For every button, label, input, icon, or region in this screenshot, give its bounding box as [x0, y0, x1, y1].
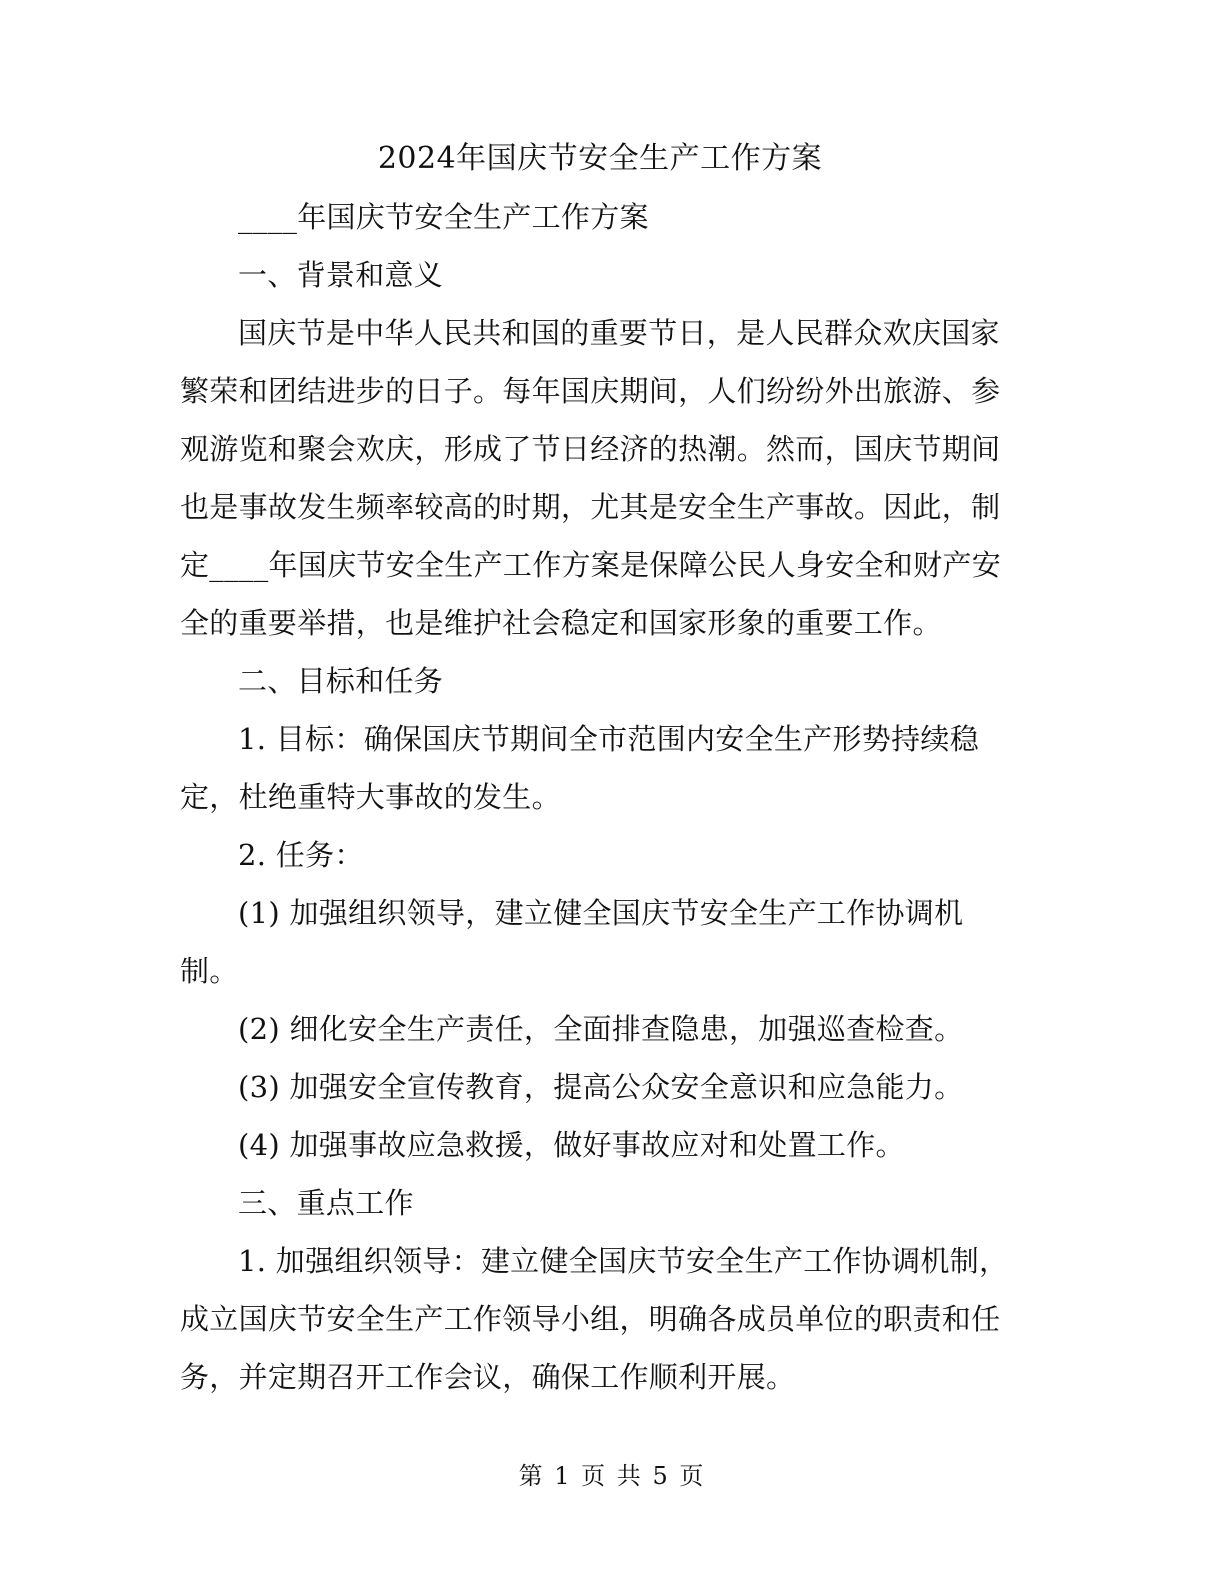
task-item-1: (1) 加强组织领导，建立健全国庆节安全生产工作协调机 — [238, 896, 964, 930]
task-item-2: (2) 细化安全生产责任，全面排查隐患，加强巡查检查。 — [238, 1012, 964, 1046]
paragraph-line: 繁荣和团结进步的日子。每年国庆期间，人们纷纷外出旅游、参 — [180, 374, 1001, 408]
section-heading-background: 一、背景和意义 — [238, 258, 444, 292]
key-work-item-1: 1. 加强组织领导：建立健全国庆节安全生产工作协调机制， — [238, 1244, 1009, 1278]
paragraph-line: 全的重要举措，也是维护社会稳定和国家形象的重要工作。 — [180, 606, 942, 640]
paragraph-line: 国庆节是中华人民共和国的重要节日，是人民群众欢庆国家 — [238, 316, 1000, 350]
list-item-tasks: 2. 任务： — [238, 838, 364, 872]
paragraph-line: 观游览和聚会欢庆，形成了节日经济的热潮。然而，国庆节期间 — [180, 432, 1001, 466]
key-work-item-1-continued: 成立国庆节安全生产工作领导小组，明确各成员单位的职责和任 — [180, 1302, 1001, 1336]
section-heading-goals: 二、目标和任务 — [238, 664, 444, 698]
document-body — [180, 130, 1020, 1406]
page-number-footer: 第 1 页 共 5 页 — [518, 1462, 706, 1490]
subtitle-line: ____年国庆节安全生产工作方案 — [238, 200, 649, 234]
task-item-4: (4) 加强事故应急救援，做好事故应对和处置工作。 — [238, 1128, 905, 1162]
list-item-goal: 1. 目标：确保国庆节期间全市范围内安全生产形势持续稳 — [238, 722, 979, 756]
paragraph-line: 定____年国庆节安全生产工作方案是保障公民人身安全和财产安 — [180, 548, 1002, 582]
key-work-item-1-continued: 务，并定期召开工作会议，确保工作顺利开展。 — [180, 1360, 796, 1394]
task-item-3: (3) 加强安全宣传教育，提高公众安全意识和应急能力。 — [238, 1070, 964, 1104]
task-item-1-continued: 制。 — [180, 954, 239, 988]
section-heading-key-work: 三、重点工作 — [238, 1186, 414, 1220]
document-title: 2024年国庆节安全生产工作方案 — [377, 141, 823, 176]
paragraph-line: 也是事故发生频率较高的时期，尤其是安全生产事故。因此，制 — [180, 490, 1001, 524]
list-item-goal-continued: 定，杜绝重特大事故的发生。 — [180, 780, 561, 814]
